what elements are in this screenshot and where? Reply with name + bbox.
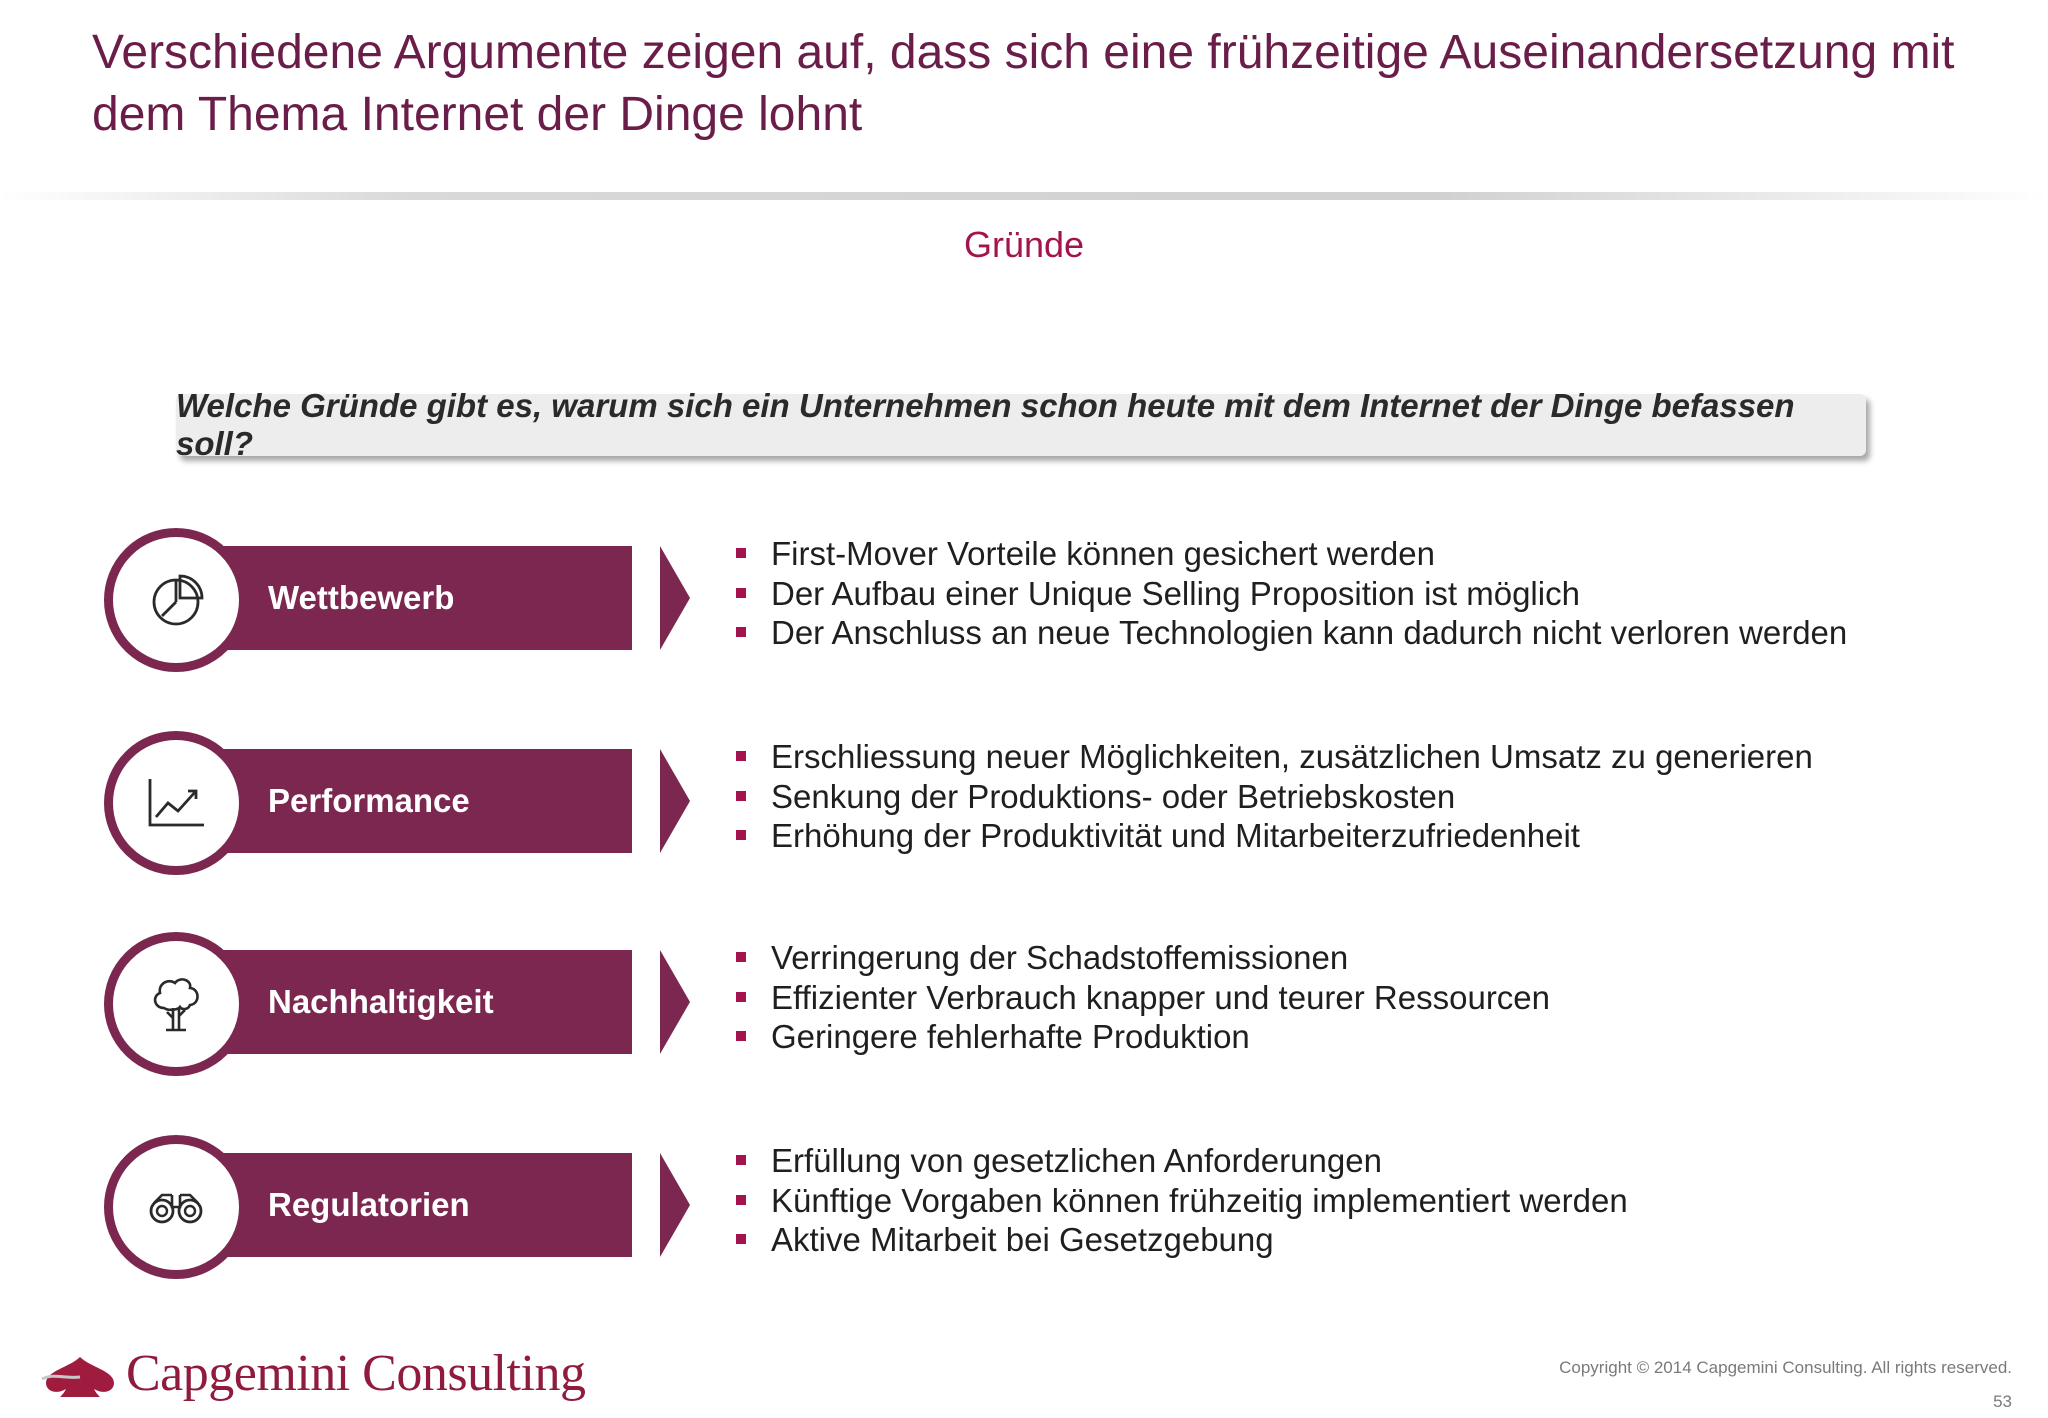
reason-row-regulatorien bbox=[0, 1131, 2048, 1276]
reason-label: Nachhaltigkeit bbox=[268, 983, 494, 1020]
reason-row-performance bbox=[0, 727, 2048, 872]
reason-icon-circle bbox=[104, 1135, 248, 1279]
reason-label: Wettbewerb bbox=[268, 579, 455, 616]
list-item: Verringerung der Schadstoffemissionen bbox=[736, 938, 1550, 978]
question-box bbox=[176, 387, 1866, 462]
chevron-right-icon bbox=[660, 749, 690, 853]
reason-label: Performance bbox=[268, 782, 470, 819]
list-item: Erschliessung neuer Möglichkeiten, zusätzlichen Umsatz zu generieren bbox=[736, 737, 1813, 777]
list-item: Der Anschluss an neue Technologien kann dadurch nicht verloren werden bbox=[736, 613, 1847, 653]
list-item: Der Aufbau einer Unique Selling Proposition ist möglich bbox=[736, 574, 1847, 614]
reason-bullets bbox=[736, 1141, 1628, 1260]
copyright-text: Copyright © 2014 Capgemini Consulting. All rights reserved. bbox=[1559, 1358, 2012, 1377]
reason-bullets bbox=[736, 534, 1847, 653]
list-item: Effizienter Verbrauch knapper und teurer Ressourcen bbox=[736, 978, 1550, 1018]
chevron-right-icon bbox=[660, 546, 690, 650]
list-item: Künftige Vorgaben können frühzeitig implementiert werden bbox=[736, 1181, 1628, 1221]
list-item: Erhöhung der Produktivität und Mitarbeiterzufriedenheit bbox=[736, 816, 1813, 856]
pie-chart-icon bbox=[144, 568, 208, 632]
list-item: First-Mover Vorteile können gesichert werden bbox=[736, 534, 1847, 574]
section-title: Gründe bbox=[963, 224, 1085, 265]
reason-row-nachhaltigkeit bbox=[0, 928, 2048, 1073]
title-divider bbox=[0, 192, 2048, 200]
tree-icon bbox=[144, 972, 208, 1036]
page-number: 53 bbox=[1993, 1392, 2012, 1411]
slide-title-line-1: Verschiedene Argumente zeigen auf, dass sich eine frühzeitige Auseinandersetzung mit bbox=[92, 26, 1955, 79]
reason-bullets bbox=[736, 938, 1550, 1057]
reason-bullets bbox=[736, 737, 1813, 856]
reason-label: Regulatorien bbox=[268, 1186, 470, 1223]
slide-title-line-2: dem Thema Internet der Dinge lohnt bbox=[92, 88, 863, 141]
chevron-right-icon bbox=[660, 1153, 690, 1257]
list-item: Geringere fehlerhafte Produktion bbox=[736, 1017, 1550, 1057]
question-text: Welche Gründe gibt es, warum sich ein Unternehmen schon heute mit dem Internet der Dinge befassen soll? bbox=[176, 387, 1795, 462]
list-item: Aktive Mitarbeit bei Gesetzgebung bbox=[736, 1220, 1628, 1260]
list-item: Senkung der Produktions- oder Betriebskosten bbox=[736, 777, 1813, 817]
reason-icon-circle bbox=[104, 731, 248, 875]
reason-icon-circle bbox=[104, 932, 248, 1076]
slide-title bbox=[92, 22, 1992, 146]
capgemini-logo bbox=[40, 1344, 585, 1403]
reason-row-wettbewerb bbox=[0, 524, 2048, 669]
spade-logo-icon bbox=[40, 1349, 120, 1399]
list-item: Erfüllung von gesetzlichen Anforderungen bbox=[736, 1141, 1628, 1181]
trend-chart-icon bbox=[144, 771, 208, 835]
binoculars-icon bbox=[144, 1175, 208, 1239]
chevron-right-icon bbox=[660, 950, 690, 1054]
reason-icon-circle bbox=[104, 528, 248, 672]
logo-text: Capgemini Consulting bbox=[126, 1345, 586, 1402]
